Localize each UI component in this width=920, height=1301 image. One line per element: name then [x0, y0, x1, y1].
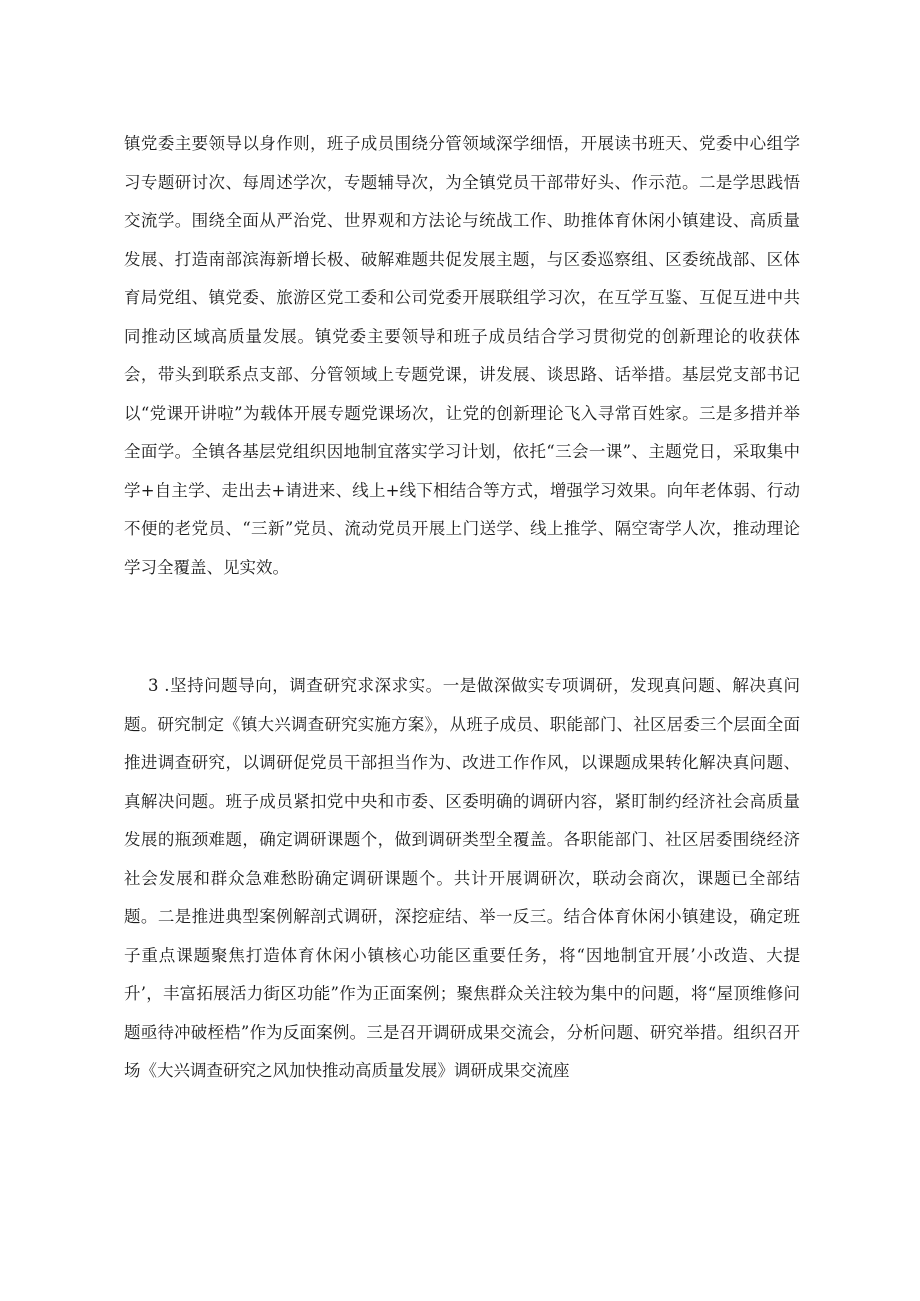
body-paragraph: 3 .坚持问题导向，调查研究求深求实。一是做深做实专项调研，发现真问题、解决真问题。研究制定《镇大兴调查研究实施方案》，从班子成员、职能部门、社区居委三个层面全面推进调查研究，以调研促党员干部担当作为、改进工作作风，以课题成果转化解决真问题、真解决问题。班子成员紧扣党中央和市委、区委明确的调研内容，紧盯制约经济社会高质量发展的瓶颈难题，确定调研课题个，做到调研类型全覆盖。各职能部门、社区居委围绕经济社会发展和群众急难愁盼确定调研课题个。共计开展调研次，联动会商次，课题已全部结题。二是推进典型案例解剖式调研，深挖症结、举一反三。结合体育休闲小镇建设，确定班子重点课题聚焦打造体育休闲小镇核心功能区重要任务，将“因地制宜开展’小改造、大提升’，丰富拓展活力街区功能”作为正面案例；聚焦群众关注较为集中的问题，将“屋顶维修问题亟待冲破桎梏”作为反面案例。三是召开调研成果交流会，分析问题、研究举措。组织召开场《大兴调查研究之风加快推动高质量发展》调研成果交流座	[124, 676, 800, 1080]
body-paragraph: 镇党委主要领导以身作则，班子成员围绕分管领域深学细悟，开展读书班天、党委中心组学习专题研讨次、每周述学次，专题辅导次，为全镇党员干部带好头、作示范。二是学思践悟交流学。围绕全面从严治党、世界观和方法论与统战工作、助推体育休闲小镇建设、高质量发展、打造南部滨海新增长极、破解难题共促发展主题，与区委巡察组、区委统战部、区体育局党组、镇党委、旅游区党工委和公司党委开展联组学习次，在互学互鉴、互促互进中共同推动区域高质量发展。镇党委主要领导和班子成员结合学习贯彻党的创新理论的收获体会，带头到联系点支部、分管领域上专题党课，讲发展、谈思路、话举措。基层党支部书记以“党课开讲啦”为载体开展专题党课场次，让党的创新理论飞入寻常百姓家。三是多措并举全面学。全镇各基层党组织因地制宜落实学习计划，依托“三会一课”、主题党日，采取集中学+自主学、走出去+请进来、线上+线下相结合等方式，增强学习效果。向年老体弱、行动不便的老党员、“三新”党员、流动党员开展上门送学、线上推学、隔空寄学人次，推动理论学习全覆盖、见实效。	[124, 134, 800, 577]
